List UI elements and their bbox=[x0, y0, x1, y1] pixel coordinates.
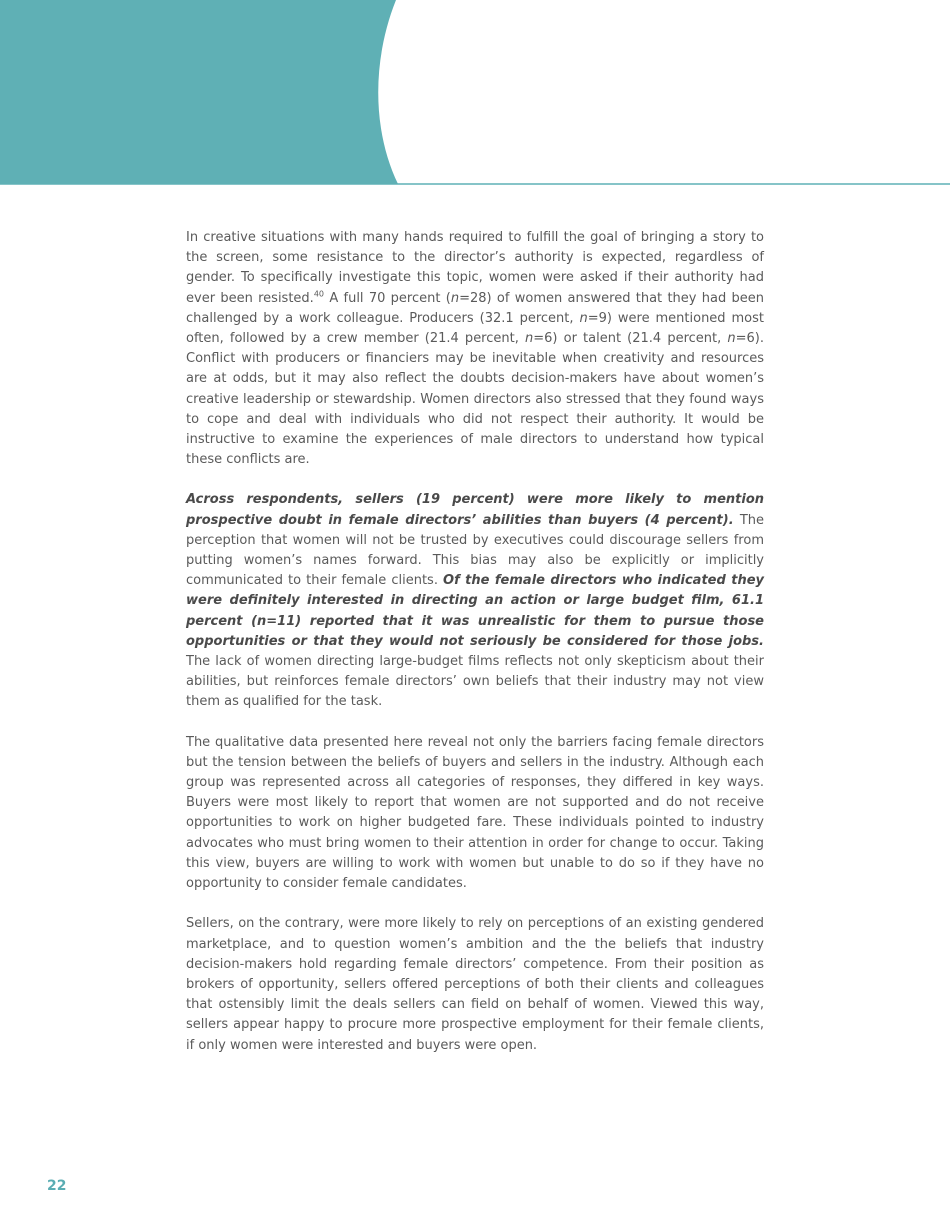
paragraph-qualitative: The qualitative data presented here reveal not only the barriers facing female directors but the tension between the beliefs of buyers and sellers in the industry. Although each group was represented across all categories of responses, they differed in key ways. Buyers were most likely to report that women are not supported and do not receive opportunities to work on higher budgeted fare. These individuals pointed to industry advocates who must bring women to their attention in order for change to occur. Taking this view, buyers are willing to work with women but unable to do so if they have no opportunity to consider female candidates. bbox=[186, 734, 764, 892]
paragraph-sellers: Sellers, on the contrary, were more likely to rely on perceptions of an existing gendered marketplace, and to question women’s ambition and the the beliefs that industry decision-makers hold regarding female directors’ competence. From their position as brokers of opportunity, sellers offered perceptions of both their clients and colleagues that ostensibly limit the deals sellers can field on behalf of women. Viewed this way, sellers appear happy to procure more prospective employment for their female clients, if only women were interested and buyers were open. bbox=[186, 916, 764, 1053]
header-graphic bbox=[0, 0, 950, 186]
body-text bbox=[186, 228, 764, 1076]
key-finding-2: Of the female directors who indicated they were definitely interested in directing an action or large budget film, 61.1 percent (n=11) reported that it was unrealistic for them to pursue those opportunities or that they would not seriously be considered for those jobs. bbox=[186, 573, 764, 649]
header-banner bbox=[0, 0, 950, 186]
page-number: 22 bbox=[47, 1178, 67, 1194]
paragraph-authority: In creative situations with many hands required to fulfill the goal of bringing a story to the screen, some resistance to the director’s authority is expected, regardless of gender. To specifically investigate this topic, women were asked if their authority had ever been resisted.$^{40}$ A full 70 percent (n=28) of women answered that they had been challenged by a work colleague. Producers (32.1 percent, n=9) were mentioned most often, followed by a crew member (21.4 percent, n=6) or talent (21.4 percent, n=6). Conflict with producers or financiers may be inevitable when creativity and resources are at odds, but it may also reflect the doubts decision-makers have about women’s creative leadership or stewardship. Women directors also stressed that they found ways to cope and deal with individuals who did not respect their authority. It would be instructive to examine the experiences of male directors to understand how typical these conflicts are. bbox=[186, 230, 765, 468]
footnote-marker: 40 bbox=[313, 289, 325, 299]
key-finding-1: Across respondents, sellers (19 percent) were more likely to mention prospective doubt in female directors’ abilities than buyers (4 percent). bbox=[186, 492, 764, 528]
teal-header-shape bbox=[0, 0, 398, 184]
paragraph-sellers-buyers: Across respondents, sellers (19 percent) were more likely to mention prospective doubt in female directors’ abilities than buyers (4 percent). The perception that women will not be trusted by executives could discourage sellers from putting women’s names forward. This bias may also be explicitly or implicitly communicated to their female clients. Of the female directors who indicated they were definitely interested in directing an action or large budget film, 61.1 percent (n=11) reported that it was unrealistic for them to pursue those opportunities or that they would not seriously be considered for those jobs. The lack of women directing large-budget films reflects not only skepticism about their abilities, but reinforces female directors’ own beliefs that their industry may not view them as qualified for the task. bbox=[186, 492, 765, 710]
